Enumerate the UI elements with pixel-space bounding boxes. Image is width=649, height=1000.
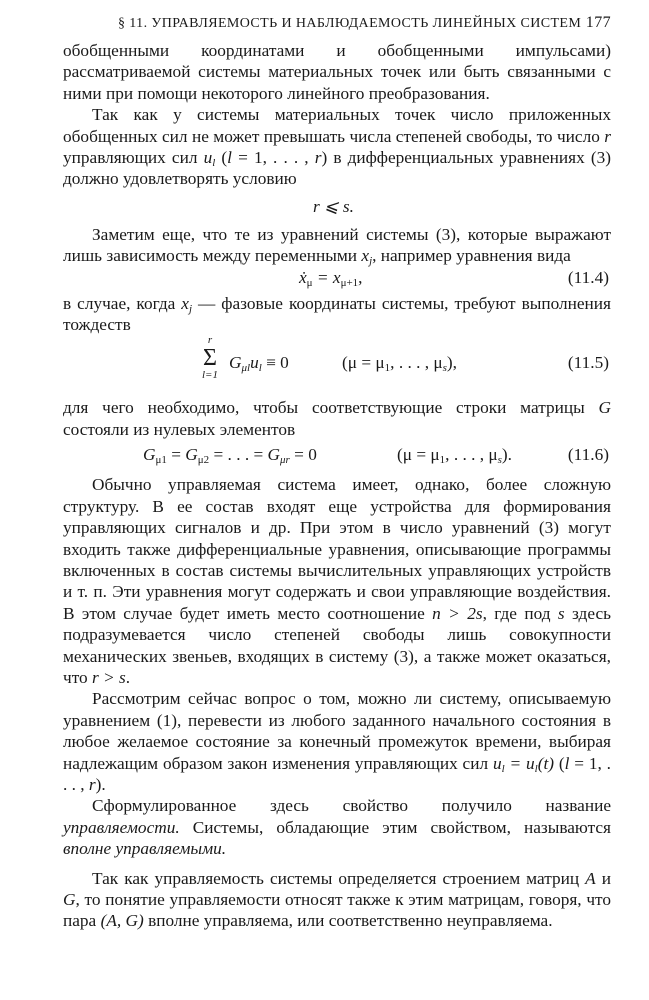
paragraph-3: [63, 224, 611, 267]
eq-number-11-6: (11.6): [567, 445, 609, 465]
term-controllability: управляемости.: [63, 817, 180, 837]
eq3-G1: G: [143, 445, 156, 465]
p6-text-c: здесь подразумевается число степеней свободы лишь совокупности механических звеньев, входящих в систему (3), а также может оказаться, что: [63, 603, 611, 687]
eq2-cond-end: ),: [446, 353, 457, 373]
eq3-cond-sub1: 1: [439, 454, 446, 467]
p7-var-r: r: [88, 774, 96, 794]
eq3-eq1: =: [166, 445, 186, 465]
p6-r-gt-s: r > s: [91, 667, 126, 687]
eq1-mid: = x: [312, 267, 341, 287]
p7-arg-t: (t): [537, 753, 555, 773]
paragraph-2: [63, 104, 611, 190]
p2-text-d: = 1, . . . ,: [231, 148, 315, 168]
eq-11-5-condition: [342, 352, 457, 373]
p6-text-b: , где под: [482, 603, 558, 623]
eq3-sub-mu-r: μr: [280, 454, 290, 467]
eq3-cond-sub-s: s: [497, 454, 502, 467]
p7-sub-l: l: [501, 762, 505, 775]
p7-text-b: (: [554, 753, 565, 773]
eq1-sub-mu: μ: [306, 276, 313, 289]
p2-text-c: (: [215, 148, 228, 168]
paragraph-9: [63, 868, 611, 932]
eq3-G2: G: [185, 445, 198, 465]
eq3-sub-mu2: μ2: [197, 454, 210, 467]
eq3-G3: G: [267, 445, 281, 465]
p9-text-c: , то понятие управляемости относят также к этим матрицам, говоря, что пара: [63, 890, 611, 931]
p7-text-d: ).: [95, 774, 106, 794]
p2-var-u: u: [203, 148, 213, 168]
p4-text-b: — фазовые координаты системы, требуют выполнения тождеств: [63, 293, 611, 335]
eq2-cond-sub1: 1: [384, 362, 391, 375]
summation: [199, 335, 221, 381]
p5-text-b: состояли из нулевых элементов: [63, 419, 296, 439]
p3-text-b: , например уравнения вида: [372, 246, 571, 266]
eq-number-11-5: (11.5): [567, 353, 609, 373]
p2-var-r2: r: [314, 148, 322, 168]
p9-var-A: A: [585, 868, 596, 888]
equation-11-5: [63, 335, 611, 393]
eq3-zero: = 0: [289, 445, 317, 465]
page-header: [63, 14, 611, 40]
eq2-sub-l: l: [258, 362, 262, 375]
equation-11-6: [63, 440, 611, 470]
p3-var-x: x: [361, 246, 370, 266]
p4-var-x: x: [181, 293, 189, 313]
term-fully-controllable: вполне управляемыми.: [63, 839, 227, 859]
eq-11-6-body: [143, 444, 317, 465]
eq-11-4-body: [299, 267, 363, 288]
eq3-cond-mid: , . . . , μ: [445, 445, 498, 465]
p2-var-l: l: [227, 148, 232, 168]
p9-text-a: Так как управляемость системы определяется строением матриц: [92, 868, 586, 888]
p7-text-a: Рассмотрим сейчас вопрос о том, можно ли систему, описываемую уравнением (1), перевести из любого заданного начального состояния в любое желаемое состояние за конечный промежуток времени, выбирая надлежащим образом закон изменения управляющих сил: [63, 689, 611, 773]
eq3-cond-end: ).: [501, 445, 512, 465]
eq2-u: u: [250, 353, 259, 373]
p3-text-a: Заметим еще, что те из уравнений системы (3), которые выражают лишь зависимость между переменными: [63, 224, 611, 266]
p7-var-u: u: [492, 753, 502, 773]
sum-lower-limit: l=1: [202, 369, 218, 382]
p4-sub-j: j: [188, 302, 193, 315]
p9-var-G: G: [63, 890, 76, 909]
p9-text-d: вполне управляема, или соответственно неуправляема.: [143, 911, 553, 931]
paragraph-8: [63, 795, 611, 859]
paragraph-6: [63, 474, 611, 688]
body-text: [63, 40, 611, 932]
p6-text-d: .: [125, 667, 131, 687]
eq1-x-dot: ẋ: [299, 267, 307, 287]
p5-var-G: G: [598, 398, 611, 418]
p3-sub-j: j: [369, 255, 373, 268]
eq2-cond-sub-s: s: [442, 362, 447, 375]
eq3-dots: = . . . =: [209, 445, 268, 465]
running-title: § 11. УПРАВЛЯЕМОСТЬ И НАБЛЮДАЕМОСТЬ ЛИНЕЙНЫХ СИСТЕМ: [118, 16, 582, 31]
p9-pair-AG: (A, G): [100, 911, 144, 931]
eq2-G: G: [229, 353, 242, 373]
paragraph-7: [63, 688, 611, 795]
eq1-sub-mu-plus-1: μ+1: [340, 276, 359, 289]
p2-var-r: r: [604, 126, 611, 146]
p9-text-b: и: [595, 868, 611, 888]
p6-n-gt-2s: n > 2s: [432, 603, 483, 623]
p2-text-a: Так как у системы материальных точек число приложенных обобщенных сил не может превышать числа степеней свободы, то число: [63, 105, 611, 146]
p7-sub-l2: l: [534, 762, 538, 775]
p8-text-a: Сформулированное здесь свойство получило название: [92, 796, 611, 816]
eq1-comma: ,: [358, 267, 363, 287]
eq-11-5-body: [229, 352, 289, 373]
p2-text-e: ) в дифференциальных уравнениях (3) должно удовлетворять условию: [63, 148, 611, 189]
p5-text-a: для чего необходимо, чтобы соответствующие строки матрицы: [63, 398, 599, 418]
book-page: [63, 14, 611, 932]
p2-text-b: управляющих сил: [63, 148, 204, 168]
condition-r-le-s: r ⩽ s.: [313, 196, 354, 216]
paragraph-4: [63, 293, 611, 336]
paragraph-5: [63, 397, 611, 440]
p7-text-c: = 1, . . . ,: [63, 753, 611, 794]
p7-var-l: l: [564, 753, 570, 773]
eq2-sub-mu-l: μl: [241, 362, 251, 375]
p8-text-b: Системы, обладающие этим свойством, называются: [179, 817, 611, 837]
paragraph-1: [63, 40, 611, 104]
p2-sub-l: l: [212, 157, 216, 170]
p6-var-s: s: [557, 603, 565, 623]
eq3-sub-mu1: μ1: [155, 454, 167, 467]
eq-number-11-4: (11.4): [567, 267, 609, 287]
sum-upper-limit: r: [207, 334, 213, 347]
condition-formula: [63, 190, 611, 224]
eq-11-6-condition: [397, 444, 512, 465]
page-number: 177: [585, 14, 611, 31]
eq2-cond-mid: , . . . , μ: [390, 353, 443, 373]
equation-11-4: [63, 267, 611, 289]
eq3-cond-a: (μ = μ: [397, 445, 440, 465]
p6-text-a: Обычно управляемая система имеет, однако, более сложную структуру. В ее состав входят еще устройства для формирования управляющих сигналов и др. При этом в число уравнений (3) могут входить также дифференциальные уравнения, описывающие программы включенных в состав системы вычислительных управляющих устройств и т. п. Эти уравнения могут содержать и свои управляющие воздействия. В этом случае будет иметь место соотношение: [63, 475, 611, 623]
eq2-cond-a: (μ = μ: [342, 353, 385, 373]
p4-text-a: в случае, когда: [63, 293, 182, 313]
sigma-symbol: Σ: [203, 345, 217, 372]
p7-eq-u: = u: [504, 753, 535, 773]
eq2-identity-zero: ≡ 0: [261, 353, 289, 373]
p1-text: обобщенными координатами и обобщенными импульсами) рассматриваемой системы материальных точек или быть связанными с ними при помощи некоторого линейного преобразования.: [63, 41, 611, 103]
